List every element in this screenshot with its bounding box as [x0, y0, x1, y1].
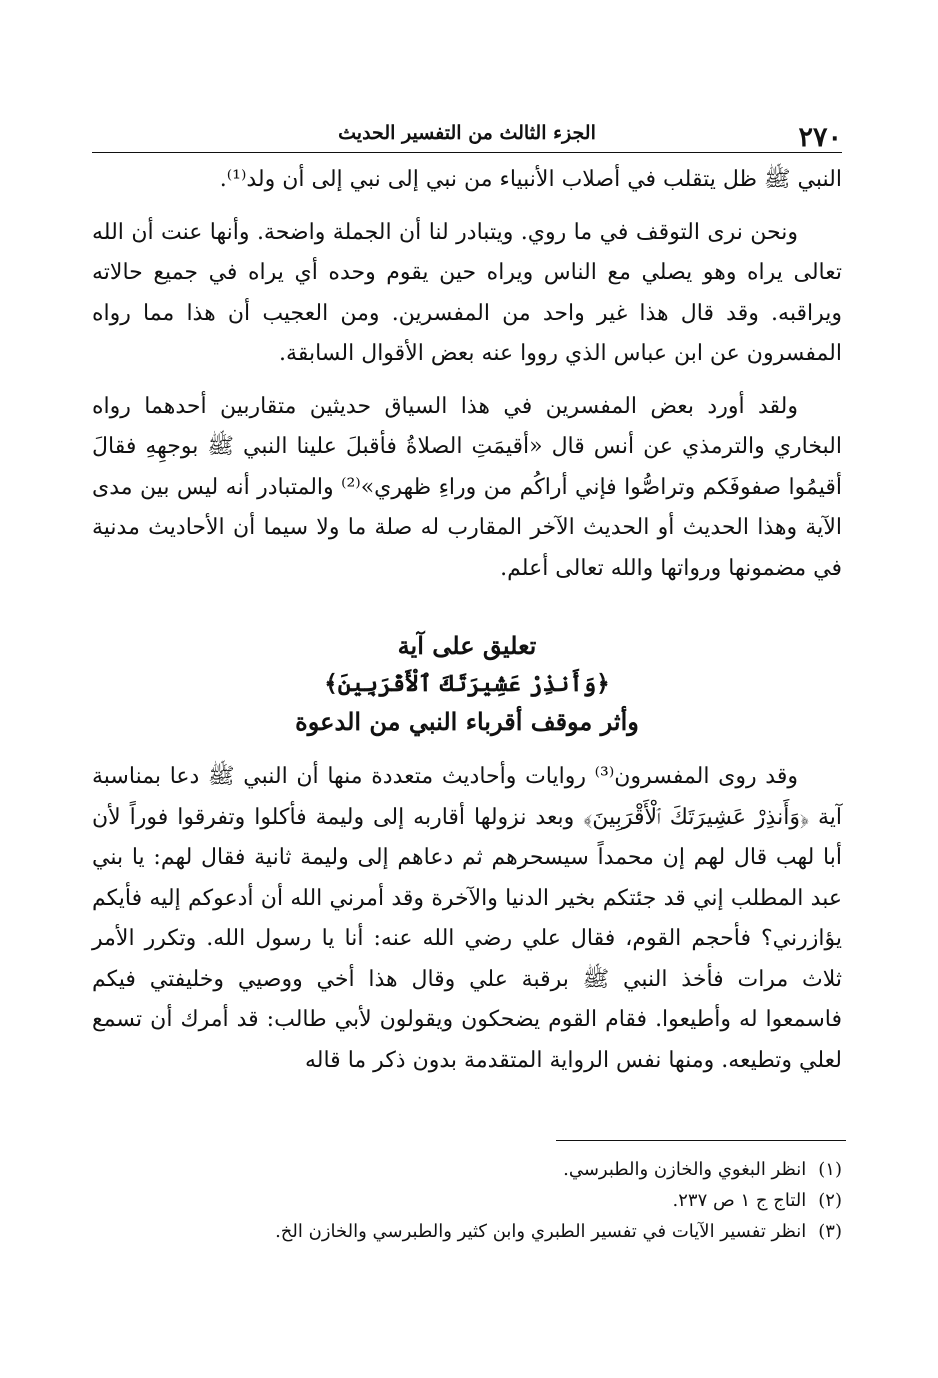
footnote-text: التاج ج ١ ص ٢٣٧. — [672, 1190, 807, 1211]
paragraph-hadith: ولقد أورد بعض المفسرين في هذا السياق حديثين متقاربين أحدهما رواه البخاري والترمذي عن أنس قال «أقيمَتِ الصلاةُ فأقبلَ علينا النبي ﷺ بوجهِهِ فقالَ أقيمُوا صفوفَكم وتراصُّوا فإني أراكُم من وراءِ ظهري»⁽²⁾ والمتبادر أنه ليس بين مدى الآية وهذا الحديث أو الحديث الآخر المقارب له صلة ما ولا سيما أن الأحاديث مدنية في مضمونها ورواتها والله تعالى أعلم. — [92, 393, 842, 581]
footnote-number: (٣) — [818, 1221, 842, 1242]
section-heading-line-3: وأثر موقف أقرباء النبي من الدعوة — [295, 707, 639, 736]
running-head — [92, 118, 842, 153]
paragraph-continuation: النبي ﷺ ظل يتقلب في أصلاب الأنبياء من نبي إلى نبي إلى أن ولد⁽¹⁾. — [219, 167, 842, 192]
section-heading-line-1: تعليق على آية — [397, 631, 537, 660]
section-heading-verse: ﴿وَأَنذِرْ عَشِيرَتَكَ ٱلْأَقْرَبِينَ﴾ — [324, 670, 610, 697]
footnotes — [92, 1154, 842, 1247]
paragraph-interpretation: ونحن نرى التوقف في ما روي. ويتبادر لنا أن الجملة واضحة. وأنها عنت أن الله تعالى يراه وهو يصلي مع الناس ويراه حين يقوم وحده أي يراه في جميع حالاته ويراقبه. وقد قال هذا غير واحد من المفسرين. ومن العجيب أن هذا مما رواه المفسرون عن ابن عباس الذي رووا عنه بعض الأقوال السابقة. — [92, 219, 842, 366]
footnote-text: انظر البغوي والخازن والطبرسي. — [563, 1159, 807, 1180]
section-heading — [92, 627, 842, 741]
footnote-item — [92, 1154, 842, 1185]
page-body — [92, 160, 842, 1081]
paragraph-section-body: وقد روى المفسرون⁽³⁾ روايات وأحاديث متعددة منها أن النبي ﷺ دعا بمناسبة آية ﴿وَأَنذِرْ عَشِيرَتَكَ ٱلْأَقْرَبِينَ﴾ وبعد نزولها أقاربه إلى وليمة فأكلوا وتفرقوا فوراً لأن أبا لهب قال لهم إن محمداً سيسحرهم ثم دعاهم إلى وليمة ثانية فقال لهم: يا بني عبد المطلب إني قد جئتكم بخير الدنيا والآخرة وقد أمرني الله أن أدعوكم إليه فأيكم يؤازرني؟ فأحجم القوم، فقال علي رضي الله عنه: أنا يا رسول الله. وتكرر الأمر ثلاث مرات فأخذ النبي ﷺ برقبة علي وقال هذا أخي ووصيي وخليفتي فيكم فاسمعوا له وأطيعوا. فقام القوم يضحكون ويقولون لأبي طالب: قد أمرك أن تسمع لعلي وتطيعه. ومنها نفس الرواية المتقدمة بدون ذكر ما قاله — [92, 764, 842, 1073]
footnote-divider — [556, 1140, 846, 1141]
footnote-number: (٢) — [818, 1190, 842, 1211]
footnote-item — [92, 1185, 842, 1216]
footnote-item — [92, 1216, 842, 1247]
running-title: الجزء الثالث من التفسير الحديث — [338, 122, 596, 144]
footnote-text: انظر تفسير الآيات في تفسير الطبري وابن كثير والطبرسي والخازن الخ. — [275, 1221, 807, 1242]
page-number: ٢٧٠ — [798, 122, 842, 153]
footnote-number: (١) — [818, 1159, 842, 1180]
